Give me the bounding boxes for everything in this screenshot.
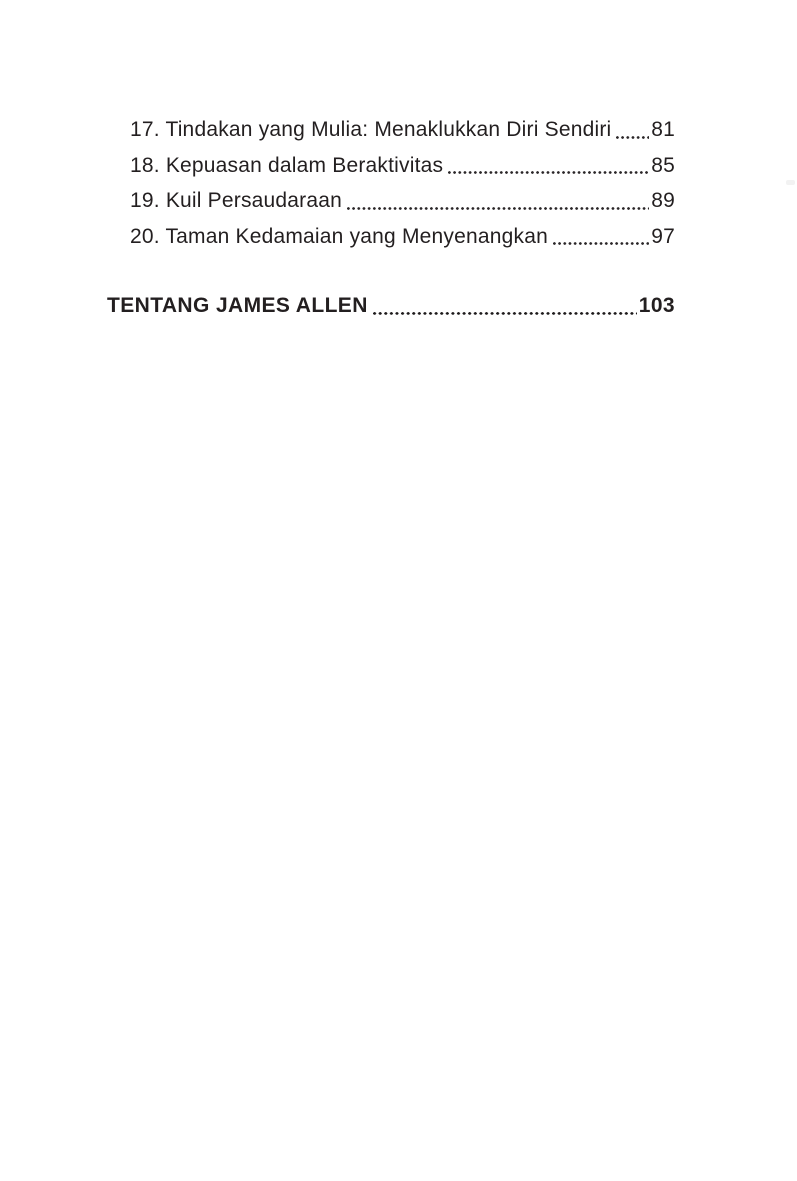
dot-leader [553, 242, 649, 245]
dot-leader [373, 312, 637, 316]
toc-entry-title: 17. Tindakan yang Mulia: Menaklukkan Diri Sendiri [130, 118, 612, 141]
toc-entry-title: 19. Kuil Persaudaraan [130, 189, 343, 213]
dot-leader [448, 171, 649, 174]
dot-leader [616, 136, 649, 139]
toc-entry [107, 148, 675, 184]
toc-entry-page-number: 97 [651, 224, 675, 248]
toc-entry [107, 183, 675, 219]
toc-entry-page-number: 81 [651, 118, 675, 141]
toc-entry-title: 20. Taman Kedamaian yang Menyenangkan [130, 224, 548, 248]
table-of-contents [107, 112, 675, 324]
toc-entry-title: TENTANG JAMES ALLEN [107, 294, 368, 318]
toc-entry-about-author [107, 288, 675, 324]
toc-entry-page-number: 103 [638, 294, 675, 318]
toc-entry [107, 112, 675, 148]
dot-leader [347, 207, 649, 210]
toc-entry-page-number: 89 [651, 189, 675, 213]
toc-entry-title: 18. Kepuasan dalam Beraktivitas [130, 153, 444, 177]
toc-entry [107, 219, 675, 255]
scan-artifact-mark [786, 180, 795, 185]
toc-entry-page-number: 85 [651, 153, 675, 177]
